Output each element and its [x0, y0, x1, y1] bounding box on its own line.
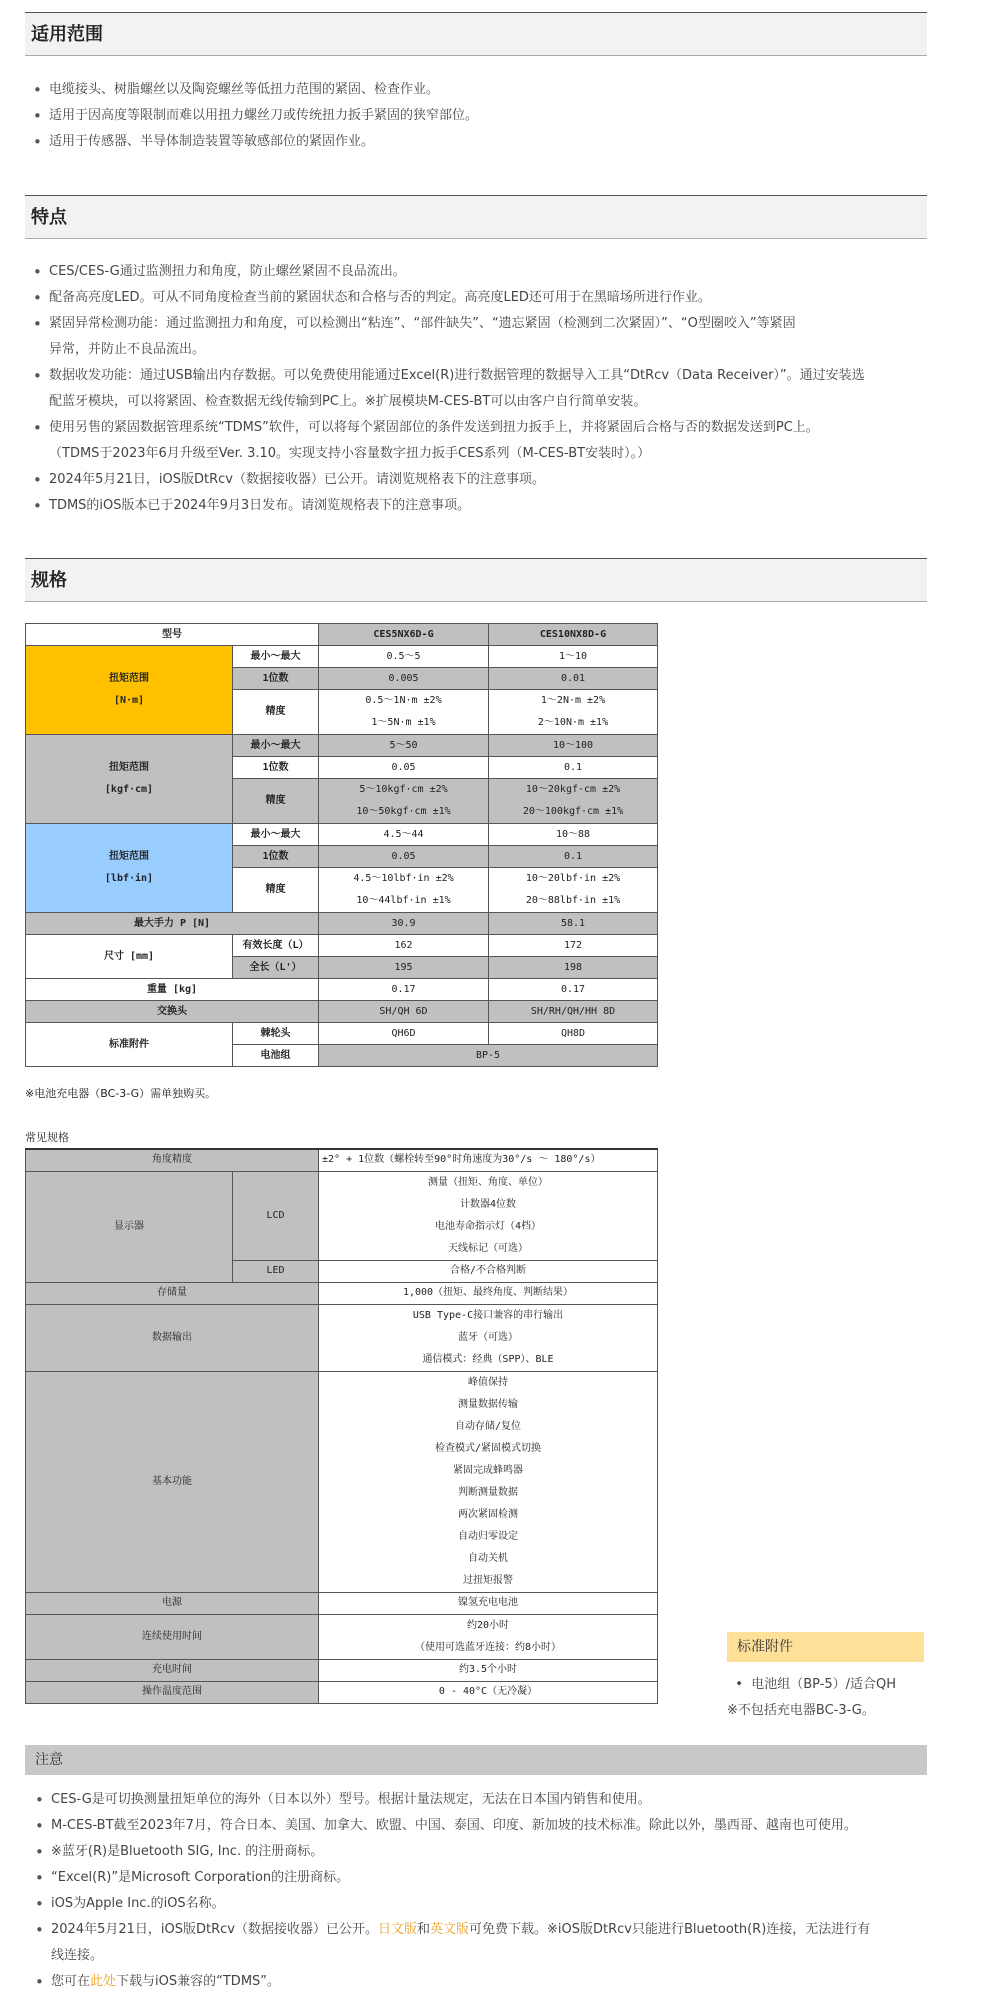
tdms-download-link[interactable]: 此处	[90, 1974, 117, 1989]
torque-range-lbf-label: 扭矩范围 [lbf·in]	[26, 824, 233, 913]
head-value: SH/QH 6D	[319, 1001, 489, 1023]
torque-range-nm-label: 扭矩范围 [N·m]	[26, 646, 233, 735]
total-length-value: 195	[319, 957, 489, 979]
charge-time-label: 充电时间	[26, 1659, 319, 1681]
line: 配蓝牙模块，可以将紧固、检查数据无线传输到PC上。※扩展模块M-CES-BT可以由客户自行简单安装。	[49, 394, 647, 409]
list-item: • 电缆接头、树脂螺丝以及陶瓷螺丝等低扭力范围的紧固、检查作业。	[25, 77, 925, 103]
line: 使用另售的紧固数据管理系统“TDMS”软件，可以将每个紧固部位的条件发送到扭力扳手上，并将紧固后合格与否的数据发送到PC上。	[49, 420, 819, 435]
list-item: • TDMS的iOS版本已于2024年9月3日发布。请浏览规格表下的注意事项。	[25, 493, 940, 519]
ratchet-head-label: 棘轮头	[233, 1023, 319, 1045]
section-title-specs: 规格	[25, 558, 927, 602]
charge-time-value: 约3.5个小时	[319, 1659, 658, 1681]
note-text: 可免费下载。※iOS版DtRcv只能进行Bluetooth(R)连接，无法进行有	[469, 1922, 871, 1937]
output-value: USB Type-C接口兼容的串行输出 蓝牙（可选） 通信模式：经典（SPP）、BLE	[319, 1304, 658, 1371]
kgf-digit-value: 0.05	[319, 757, 489, 779]
digit-label: 1位数	[233, 846, 319, 868]
nm-digit-value: 0.01	[489, 668, 658, 690]
list-item	[25, 311, 940, 363]
ratchet-head-value: QH8D	[489, 1023, 658, 1045]
hand-force-label: 最大手力 P [N]	[26, 913, 319, 935]
line: 数据收发功能：通过USB输出内存数据。可以免费使用能通过Excel(R)进行数据管理的数据导入工具“DtRcv（Data Receiver）”。通过安装选	[49, 368, 865, 383]
storage-label: 存储量	[26, 1282, 319, 1304]
note-text: 下载与iOS兼容的“TDMS”。	[116, 1974, 281, 1989]
lbf-accuracy-value: 4.5～10lbf·in ±2% 10～44lbf·in ±1%	[319, 868, 489, 913]
output-label: 数据输出	[26, 1304, 319, 1371]
power-value: 镍氢充电电池	[319, 1592, 658, 1614]
total-length-value: 198	[489, 957, 658, 979]
accuracy-label: 精度	[233, 690, 319, 735]
lbf-minmax-value: 4.5～44	[319, 824, 489, 846]
hand-force-value: 58.1	[489, 913, 658, 935]
nm-accuracy-value: 0.5～1N·m ±2% 1～5N·m ±1%	[319, 690, 489, 735]
kgf-minmax-value: 10～100	[489, 735, 658, 757]
accuracy-label: 精度	[233, 868, 319, 913]
list-item: • M-CES-BT截至2023年7月，符合日本、美国、加拿大、欧盟、中国、泰国、印度、新加坡的技术标准。除此以外，墨西哥、越南也可使用。	[27, 1813, 942, 1839]
led-value: 合格/不合格判断	[319, 1260, 658, 1282]
effective-length-value: 172	[489, 935, 658, 957]
lbf-minmax-value: 10～88	[489, 824, 658, 846]
kgf-accuracy-value: 5～10kgf·cm ±2% 10～50kgf·cm ±1%	[319, 779, 489, 824]
lbf-digit-value: 0.1	[489, 846, 658, 868]
effective-length-value: 162	[319, 935, 489, 957]
line: 紧固异常检测功能：通过监测扭力和角度，可以检测出“粘连”、“部件缺失”、“遗忘紧固（检测到二次紧固）”、“O型圈咬入”等紧固	[49, 316, 796, 331]
digit-label: 1位数	[233, 757, 319, 779]
note-text: 和	[417, 1922, 431, 1937]
list-item	[27, 1969, 942, 1995]
digit-label: 1位数	[233, 668, 319, 690]
features-list	[25, 259, 940, 519]
notes-list	[27, 1787, 942, 1995]
spec-footnote: ※电池充电器（BC-3-G）需单独购买。	[25, 1087, 217, 1100]
weight-value: 0.17	[489, 979, 658, 1001]
model-label: 型号	[26, 624, 319, 646]
list-item	[25, 363, 940, 415]
std-accessory-note: ※不包括充电器BC-3-G。	[727, 1703, 875, 1718]
lcd-label: LCD	[233, 1171, 319, 1260]
head-label: 交换头	[26, 1001, 319, 1023]
spec-table	[25, 623, 658, 1067]
list-item: • 适用于因高度等限制而难以用扭力螺丝刀或传统扭力扳手紧固的狭窄部位。	[25, 103, 925, 129]
lcd-value: 测量（扭矩、角度、单位） 计数器4位数 电池寿命指示灯（4档） 天线标记（可选）	[319, 1171, 658, 1260]
common-spec-table	[25, 1148, 658, 1704]
weight-value: 0.17	[319, 979, 489, 1001]
weight-label: 重量 [kg]	[26, 979, 319, 1001]
japanese-version-link[interactable]: 日文版	[377, 1922, 417, 1937]
power-label: 电源	[26, 1592, 319, 1614]
lbf-digit-value: 0.05	[319, 846, 489, 868]
notes-title: 注意	[25, 1745, 927, 1775]
basic-function-value: 峰值保持 测量数据传输 自动存储/复位 检查模式/紧固模式切换 紧固完成蜂鸣器 判断测量数据 两次紧固检测 自动归零设定 自动关机 过扭矩报警	[319, 1371, 658, 1592]
nm-minmax-value: 1～10	[489, 646, 658, 668]
ratchet-head-value: QH6D	[319, 1023, 489, 1045]
model-name: CES10NX8D-G	[489, 624, 658, 646]
display-label: 显示器	[26, 1171, 233, 1282]
list-item	[25, 415, 940, 467]
list-item: • CES-G是可切换测量扭矩单位的海外（日本以外）型号。根据计量法规定，无法在日本国内销售和使用。	[27, 1787, 942, 1813]
min-max-label: 最小～最大	[233, 646, 319, 668]
list-item: • iOS为Apple Inc.的iOS名称。	[27, 1891, 942, 1917]
std-accessory-title: 标准附件	[727, 1632, 924, 1662]
angle-label: 角度精度	[26, 1149, 319, 1171]
kgf-accuracy-value: 10～20kgf·cm ±2% 20～100kgf·cm ±1%	[489, 779, 658, 824]
storage-value: 1,000（扭矩、最终角度、判断结果）	[319, 1282, 658, 1304]
list-item	[27, 1917, 942, 1969]
list-item: • 电池组（BP-5）/适合QH	[727, 1677, 897, 1692]
list-item: • 2024年5月21日，iOS版DtRcv（数据接收器）已公开。请浏览规格表下的注意事项。	[25, 467, 940, 493]
nm-accuracy-value: 1～2N·m ±2% 2～10N·m ±1%	[489, 690, 658, 735]
note-text: 2024年5月21日，iOS版DtRcv（数据接收器）已公开。	[51, 1922, 378, 1937]
line: （TDMS于2023年6月升级至Ver. 3.10。实现支持小容量数字扭力扳手CES系列（M-CES-BT安装时）。）	[49, 446, 651, 461]
nm-minmax-value: 0.5～5	[319, 646, 489, 668]
min-max-label: 最小～最大	[233, 824, 319, 846]
lbf-accuracy-value: 10～20lbf·in ±2% 20～88lbf·in ±1%	[489, 868, 658, 913]
battery-value: BP-5	[319, 1045, 658, 1067]
accessory-label: 标准附件	[26, 1023, 233, 1067]
temp-range-label: 操作温度范围	[26, 1681, 319, 1703]
temp-range-value: 0 - 40°C（无冷凝）	[319, 1681, 658, 1703]
list-item: • 配备高亮度LED。可从不同角度检查当前的紧固状态和合格与否的判定。高亮度LED还可用于在黑暗场所进行作业。	[25, 285, 940, 311]
nm-digit-value: 0.005	[319, 668, 489, 690]
section-title-scope: 适用范围	[25, 12, 927, 56]
angle-value: ±2° + 1位数（螺栓转至90°时角速度为30°/s ～ 180°/s）	[319, 1149, 658, 1171]
continuous-time-value: 约20小时 （使用可选蓝牙连接：约8小时）	[319, 1614, 658, 1659]
list-item: • CES/CES-G通过监测扭力和角度，防止螺丝紧固不良品流出。	[25, 259, 940, 285]
continuous-time-label: 连续使用时间	[26, 1614, 319, 1659]
head-value: SH/RH/QH/HH 8D	[489, 1001, 658, 1023]
kgf-digit-value: 0.1	[489, 757, 658, 779]
battery-label: 电池组	[233, 1045, 319, 1067]
common-specs-title: 常见规格	[25, 1131, 69, 1144]
scope-list	[25, 77, 925, 155]
kgf-minmax-value: 5～50	[319, 735, 489, 757]
list-item: • 适用于传感器、半导体制造装置等敏感部位的紧固作业。	[25, 129, 925, 155]
list-item: • “Excel(R)”是Microsoft Corporation的注册商标。	[27, 1865, 942, 1891]
std-accessory-list	[727, 1672, 937, 1724]
english-version-link[interactable]: 英文版	[430, 1922, 470, 1937]
note-text: 线连接。	[51, 1948, 104, 1963]
hand-force-value: 30.9	[319, 913, 489, 935]
list-item: • ※蓝牙(R)是Bluetooth SIG, Inc. 的注册商标。	[27, 1839, 942, 1865]
led-label: LED	[233, 1260, 319, 1282]
model-name: CES5NX6D-G	[319, 624, 489, 646]
min-max-label: 最小～最大	[233, 735, 319, 757]
note-text: 您可在	[51, 1974, 91, 1989]
size-label: 尺寸 [mm]	[26, 935, 233, 979]
basic-function-label: 基本功能	[26, 1371, 319, 1592]
torque-range-kgf-label: 扭矩范围 [kgf·cm]	[26, 735, 233, 824]
line: 异常，并防止不良品流出。	[49, 342, 206, 357]
accuracy-label: 精度	[233, 779, 319, 824]
total-length-label: 全长（L'）	[233, 957, 319, 979]
section-title-features: 特点	[25, 195, 927, 239]
effective-length-label: 有效长度（L）	[233, 935, 319, 957]
